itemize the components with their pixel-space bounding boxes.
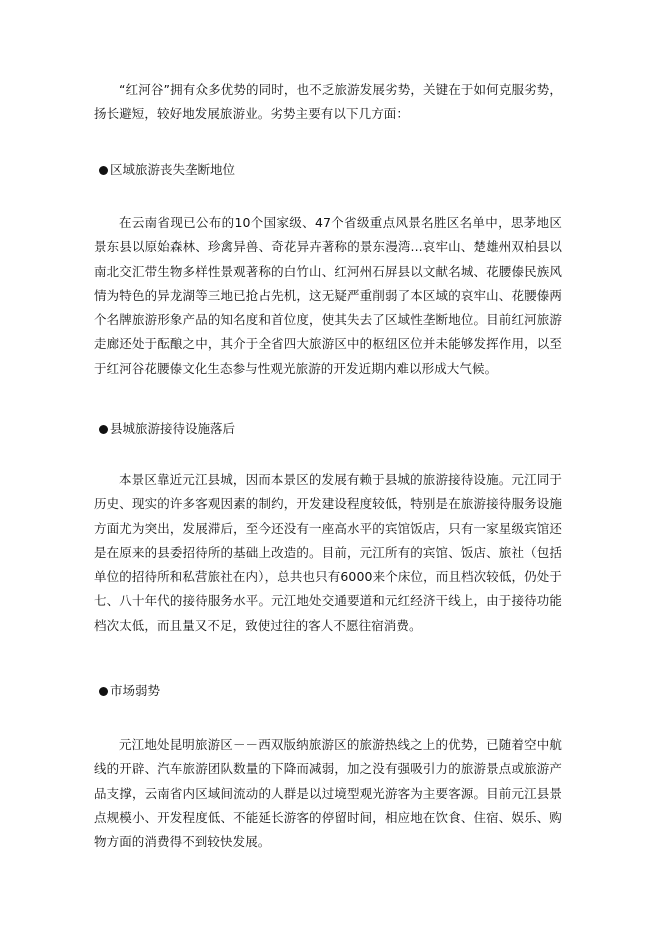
section-paragraph: 在云南省现已公布的10个国家级、47个省级重点风景名胜区名单中，思茅地区景东县以原始森林、珍禽异兽、奇花异卉著称的景东漫湾...哀牢山、楚雄州双柏县以南北交汇带生物多样性景观著称的白竹山、红河州石屏县以文献名城、花腰傣民族风情为特色的异龙湖等三地已抢占先机，这无疑严重削弱了本区域的哀牢山、花腰傣两个名牌旅游形象产品的知名度和首位度，使其失去了区域性垄断地位。目前红河旅游走廊还处于酝酿之中，其介于全省四大旅游区中的枢纽区位并未能够发挥作用，以至于红河谷花腰傣文化生态参与性观光旅游的开发近期内难以形成大气候。 [94, 215, 562, 376]
bullet-icon [99, 425, 108, 434]
intro-paragraph: “红河谷”拥有众多优势的同时，也不乏旅游发展劣势，关键在于如何克服劣势，扬长避短，较好地发展旅游业。劣势主要有以下几方面： [94, 82, 562, 122]
section-heading [99, 682, 160, 700]
section-paragraph: 本景区靠近元江县城，因而本景区的发展有赖于县城的旅游接待设施。元江同于历史、现实的许多客观因素的制约，开发建设程度较低，特别是在旅游接待服务设施方面尤为突出，发展滞后，至今还没有一座高水平的宾馆饭店，只有一家星级宾馆还是在原来的县委招待所的基础上改造的。目前，元江所有的宾馆、饭店、旅社（包括单位的招待所和私营旅社在内），总共也只有6000来个床位，而且档次较低，仍处于七、八十年代的接待服务水平。元江地处交通要道和元红经济干线上，由于接待功能档次太低，而且量又不足，致使过往的客人不愿往宿消费。 [94, 472, 562, 633]
section-heading-text: 市场弱势 [110, 683, 161, 698]
bullet-icon [99, 687, 108, 696]
section-heading [99, 161, 235, 179]
section-heading-text: 区域旅游丧失垄断地位 [110, 162, 236, 177]
section-paragraph: 元江地处昆明旅游区－－西双版纳旅游区的旅游热线之上的优势，已随着空中航线的开辟、汽车旅游团队数量的下降而减弱，加之没有强吸引力的旅游景点或旅游产品支撑，云南省内区域间流动的人群是以过境型观光游客为主要客源。目前元江县景点规模小、开发程度低、不能延长游客的停留时间，相应地在饮食、住宿、娱乐、购物方面的消费得不到较快发展。 [94, 737, 562, 850]
section-heading-text: 县城旅游接待设施落后 [110, 421, 236, 436]
section-heading [99, 420, 235, 438]
bullet-icon [99, 166, 108, 175]
